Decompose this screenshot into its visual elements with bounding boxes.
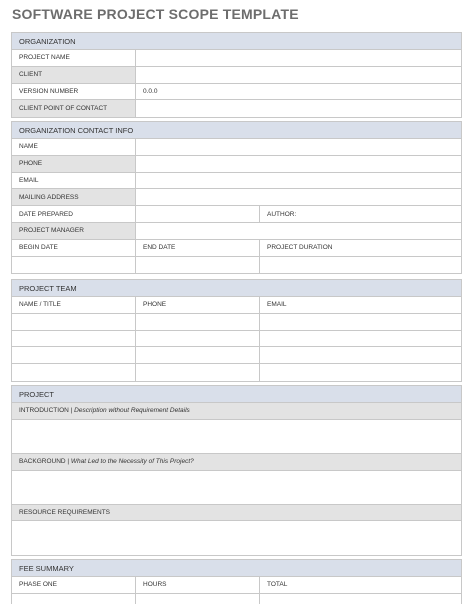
table-row bbox=[12, 297, 461, 314]
table-row bbox=[12, 314, 461, 331]
table-row bbox=[12, 173, 461, 190]
team-phone-cell[interactable] bbox=[136, 347, 260, 363]
table-row bbox=[12, 347, 461, 364]
email-field[interactable] bbox=[136, 173, 461, 189]
fees-total-cell[interactable] bbox=[260, 594, 461, 604]
team-phone-cell[interactable] bbox=[136, 314, 260, 330]
begin-date-field[interactable] bbox=[12, 257, 136, 274]
team-col-phone: PHONE bbox=[136, 297, 260, 313]
background-hint: What Led to the Necessity of This Project? bbox=[70, 458, 194, 466]
project-duration-label: PROJECT DURATION bbox=[267, 244, 333, 252]
team-col-name: NAME / TITLE bbox=[12, 297, 136, 313]
team-name-cell[interactable] bbox=[12, 364, 136, 381]
version-number-field[interactable]: 0.0.0 bbox=[143, 87, 158, 95]
table-row bbox=[12, 139, 461, 156]
introduction-row bbox=[12, 403, 461, 420]
client-field[interactable] bbox=[136, 67, 461, 83]
author-field[interactable]: AUTHOR: bbox=[267, 210, 297, 218]
table-row bbox=[12, 240, 461, 257]
resource-label: RESOURCE REQUIREMENTS bbox=[19, 508, 111, 516]
table-row bbox=[12, 331, 461, 348]
table-row bbox=[12, 223, 461, 240]
background-label: BACKGROUND bbox=[19, 458, 66, 466]
fees-col-phase: PHASE ONE bbox=[12, 577, 136, 593]
team-email-cell[interactable] bbox=[260, 314, 461, 330]
team-email-cell[interactable] bbox=[260, 347, 461, 363]
resource-field[interactable] bbox=[12, 521, 461, 555]
fees-section bbox=[11, 559, 462, 604]
table-row bbox=[12, 577, 461, 594]
table-row bbox=[12, 206, 461, 223]
contact-header: ORGANIZATION CONTACT INFO bbox=[12, 122, 461, 139]
contact-section bbox=[11, 121, 462, 274]
client-label: CLIENT bbox=[12, 67, 136, 83]
phone-field[interactable] bbox=[136, 156, 461, 172]
team-email-cell[interactable] bbox=[260, 364, 461, 381]
phone-label: PHONE bbox=[12, 156, 136, 172]
end-date-label: END DATE bbox=[136, 240, 260, 256]
introduction-separator: | bbox=[68, 407, 75, 415]
name-field[interactable] bbox=[136, 139, 461, 155]
team-section bbox=[11, 279, 462, 382]
organization-header: ORGANIZATION bbox=[12, 33, 461, 50]
team-phone-cell[interactable] bbox=[136, 331, 260, 347]
introduction-hint: Description without Requirement Details bbox=[74, 407, 190, 415]
table-row bbox=[12, 67, 461, 84]
project-name-label: PROJECT NAME bbox=[12, 50, 136, 66]
date-prepared-label: DATE PREPARED bbox=[12, 206, 136, 222]
introduction-label: INTRODUCTION bbox=[19, 407, 69, 415]
begin-date-label: BEGIN DATE bbox=[12, 240, 136, 256]
client-contact-field[interactable] bbox=[136, 100, 461, 117]
project-duration-field[interactable] bbox=[260, 257, 461, 274]
table-row bbox=[12, 594, 461, 604]
mailing-address-label: MAILING ADDRESS bbox=[12, 189, 136, 205]
date-prepared-field[interactable] bbox=[136, 206, 260, 222]
page-title: SOFTWARE PROJECT SCOPE TEMPLATE bbox=[12, 6, 299, 22]
fees-header: FEE SUMMARY bbox=[12, 560, 461, 577]
fees-hours-cell[interactable] bbox=[136, 594, 260, 604]
resource-row bbox=[12, 505, 461, 522]
fees-phase-cell[interactable] bbox=[12, 594, 136, 604]
fees-col-total: TOTAL bbox=[267, 581, 288, 589]
project-header: PROJECT bbox=[12, 386, 461, 403]
organization-section bbox=[11, 32, 462, 118]
name-label: NAME bbox=[12, 139, 136, 155]
project-manager-label: PROJECT MANAGER bbox=[12, 223, 136, 239]
table-row bbox=[12, 100, 461, 117]
team-name-cell[interactable] bbox=[12, 347, 136, 363]
team-email-cell[interactable] bbox=[260, 331, 461, 347]
background-field[interactable] bbox=[12, 471, 461, 505]
table-row bbox=[12, 84, 461, 101]
background-separator: | bbox=[65, 458, 71, 466]
end-date-field[interactable] bbox=[136, 257, 260, 274]
table-row bbox=[12, 50, 461, 67]
table-row bbox=[12, 257, 461, 274]
mailing-address-field[interactable] bbox=[136, 189, 461, 205]
team-name-cell[interactable] bbox=[12, 331, 136, 347]
team-header: PROJECT TEAM bbox=[12, 280, 461, 297]
email-label: EMAIL bbox=[12, 173, 136, 189]
client-contact-label: CLIENT POINT OF CONTACT bbox=[12, 100, 136, 117]
version-number-label: VERSION NUMBER bbox=[12, 84, 136, 100]
team-phone-cell[interactable] bbox=[136, 364, 260, 381]
team-name-cell[interactable] bbox=[12, 314, 136, 330]
project-manager-field[interactable] bbox=[136, 223, 461, 239]
background-row bbox=[12, 454, 461, 471]
project-name-field[interactable] bbox=[136, 50, 461, 66]
introduction-field[interactable] bbox=[12, 420, 461, 454]
table-row bbox=[12, 156, 461, 173]
fees-col-hours: HOURS bbox=[136, 577, 260, 593]
project-section bbox=[11, 385, 462, 556]
table-row bbox=[12, 189, 461, 206]
team-col-email: EMAIL bbox=[267, 301, 287, 309]
table-row bbox=[12, 364, 461, 381]
